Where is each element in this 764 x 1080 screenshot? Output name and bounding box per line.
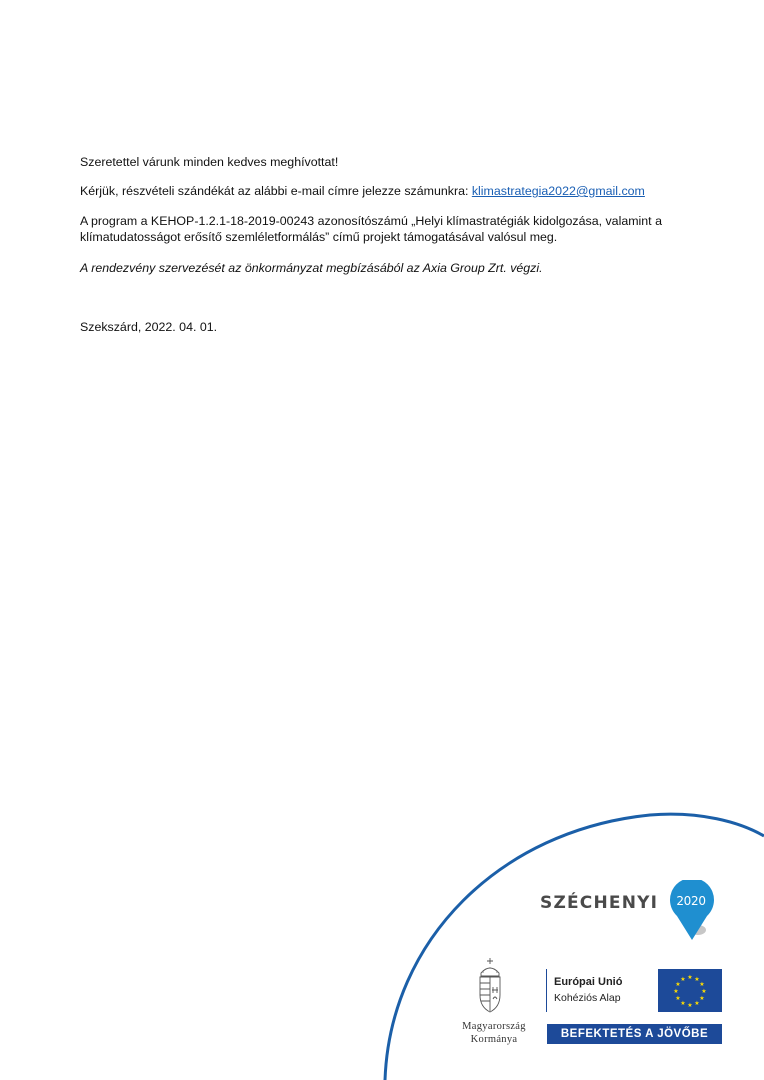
hungarian-coat-of-arms-icon bbox=[476, 957, 504, 1017]
slogan-banner: BEFEKTETÉS A JÖVŐBE bbox=[547, 1024, 722, 1044]
eu-fund-name: Kohéziós Alap bbox=[554, 992, 621, 1004]
rsvp-prefix: Kérjük, részvételi szándékát az alábbi e-mail címre jelezze számunkra: bbox=[80, 184, 472, 198]
svg-text:★: ★ bbox=[699, 981, 705, 988]
rsvp-email-link[interactable]: klimastrategia2022@gmail.com bbox=[471, 184, 645, 198]
svg-text:★: ★ bbox=[694, 1000, 700, 1007]
organizer-note: A rendezvény szervezését az önkormányzat megbízásából az Axia Group Zrt. végzi. bbox=[80, 261, 543, 275]
svg-text:★: ★ bbox=[680, 1000, 686, 1007]
place-date: Szekszárd, 2022. 04. 01. bbox=[80, 320, 218, 334]
szechenyi-wordmark: SZÉCHENYI bbox=[540, 893, 659, 913]
svg-text:★: ★ bbox=[680, 976, 686, 983]
eu-flag-icon bbox=[658, 969, 722, 1012]
svg-text:★: ★ bbox=[675, 981, 681, 988]
svg-text:★: ★ bbox=[673, 988, 679, 995]
szechenyi-2020-pin-icon bbox=[669, 880, 715, 940]
svg-text:★: ★ bbox=[701, 988, 707, 995]
eu-name: Európai Unió bbox=[554, 976, 623, 988]
government-line-1: Magyarország bbox=[462, 1021, 526, 1032]
eu-divider bbox=[546, 969, 547, 1012]
svg-text:★: ★ bbox=[687, 1002, 693, 1009]
government-label bbox=[440, 1020, 548, 1046]
svg-text:★: ★ bbox=[694, 976, 700, 983]
svg-text:★: ★ bbox=[687, 974, 693, 981]
szechenyi-year: 2020 bbox=[676, 894, 706, 908]
government-line-2: Kormánya bbox=[470, 1034, 518, 1045]
program-note: A program a KEHOP-1.2.1-18-2019-00243 azonosítószámú „Helyi klímastratégiák kidolgozása, valamint a klímatudatosságot erősítő szemléletformálás” című projekt támogatásával valósul meg. bbox=[80, 214, 662, 244]
welcome-text: Szeretettel várunk minden kedves meghívottat! bbox=[80, 155, 339, 169]
svg-text:★: ★ bbox=[699, 995, 705, 1002]
svg-text:★: ★ bbox=[675, 995, 681, 1002]
